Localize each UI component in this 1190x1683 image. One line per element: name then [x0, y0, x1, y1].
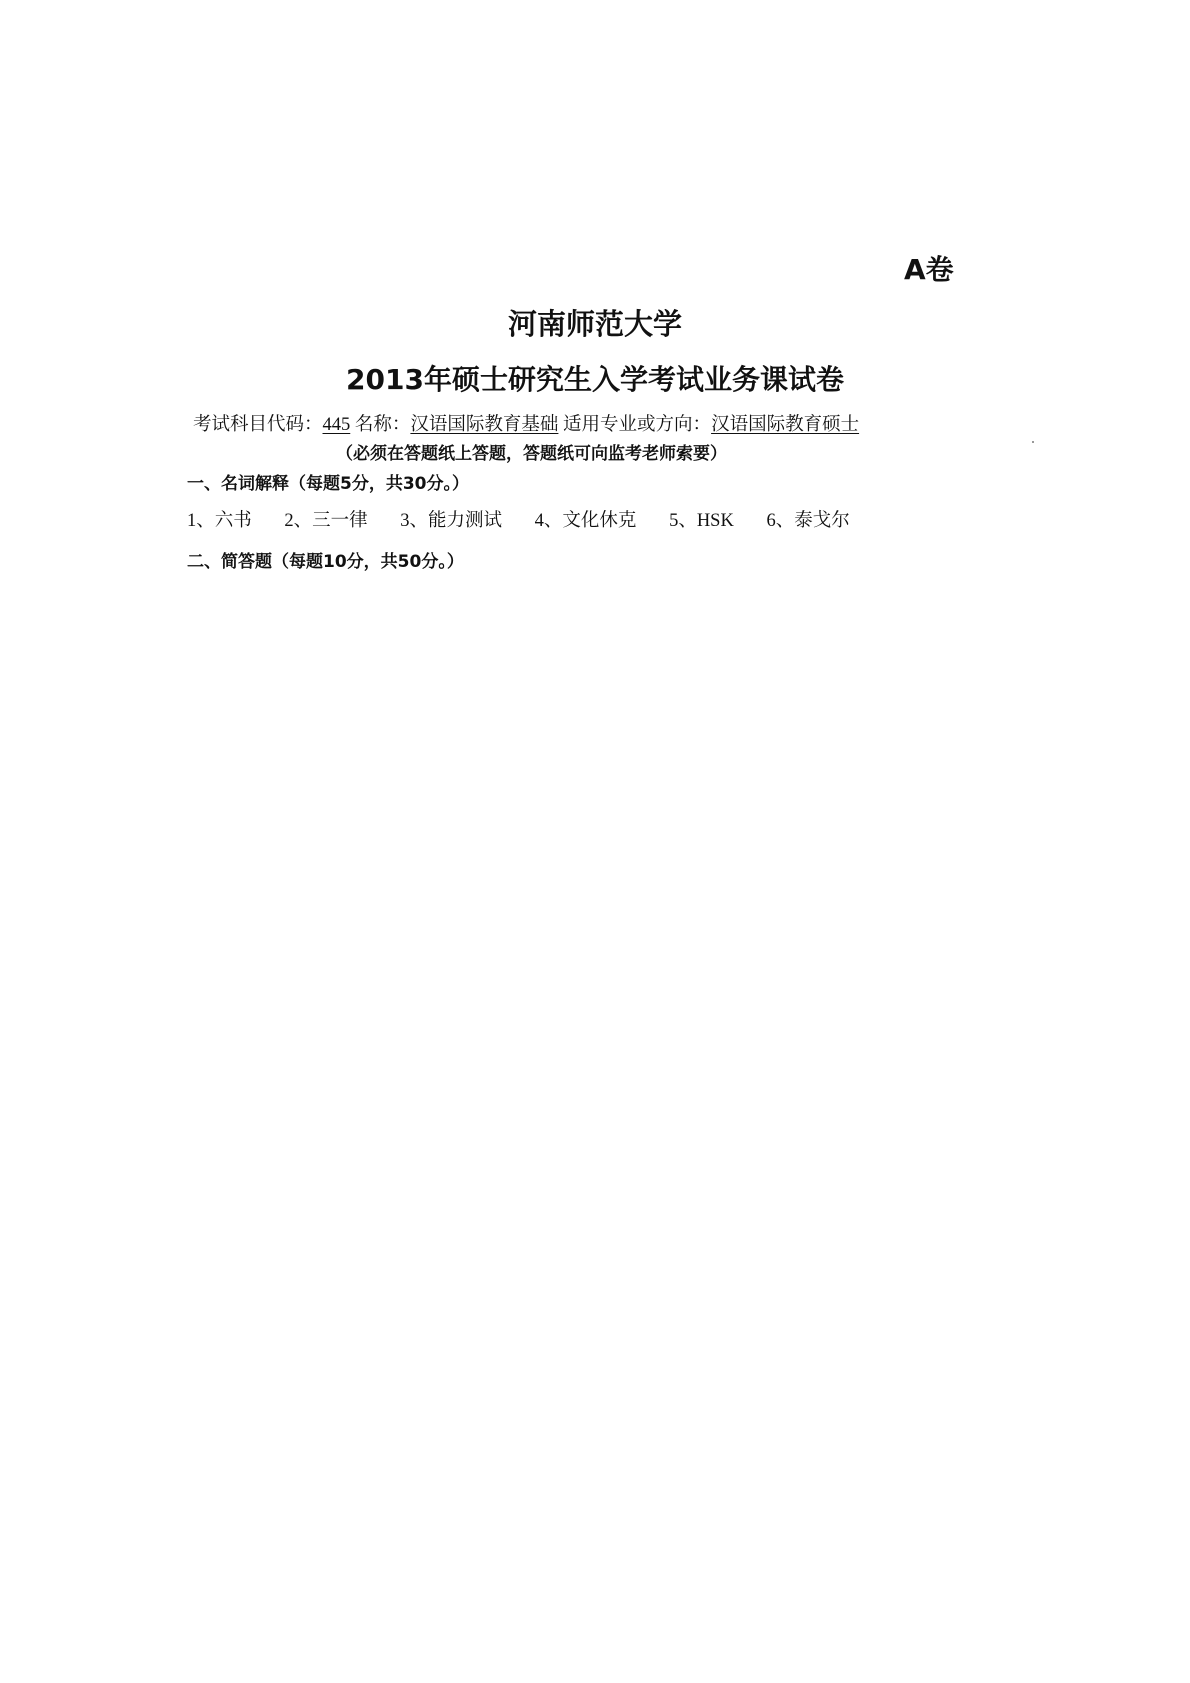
exam-title: 2013年硕士研究生入学考试业务课试卷: [346, 363, 844, 396]
paper-type-label: A卷: [904, 253, 954, 286]
section-heading-terms: 一、名词解释（每题5分，共30分。）: [187, 474, 469, 494]
major-label: 适用专业或方向：: [563, 415, 712, 435]
answer-sheet-notice: （必须在答题纸上答题，答题纸可向监考老师索要）: [336, 444, 727, 464]
term-item: 3、能力测试: [400, 511, 503, 531]
term-item: 5、HSK: [669, 511, 734, 531]
university-name: 河南师范大学: [507, 307, 682, 341]
exam-info-line: [193, 410, 859, 436]
term-item: 1、六书: [187, 511, 252, 531]
subject-code-label: 考试科目代码：: [193, 415, 323, 435]
subject-name-value: 汉语国际教育基础: [410, 415, 559, 435]
term-item: 4、文化休克: [534, 511, 637, 531]
section-heading-short-answer: 二、简答题（每题10分，共50分。）: [187, 552, 464, 572]
major-value: 汉语国际教育硕士: [711, 415, 860, 435]
term-item: 2、三一律: [284, 511, 368, 531]
subject-code-value: 445: [322, 415, 351, 435]
subject-name-label: 名称：: [354, 415, 411, 435]
scan-speck: [1032, 441, 1034, 443]
term-item: 6、泰戈尔: [766, 511, 850, 531]
term-list: [187, 506, 878, 532]
